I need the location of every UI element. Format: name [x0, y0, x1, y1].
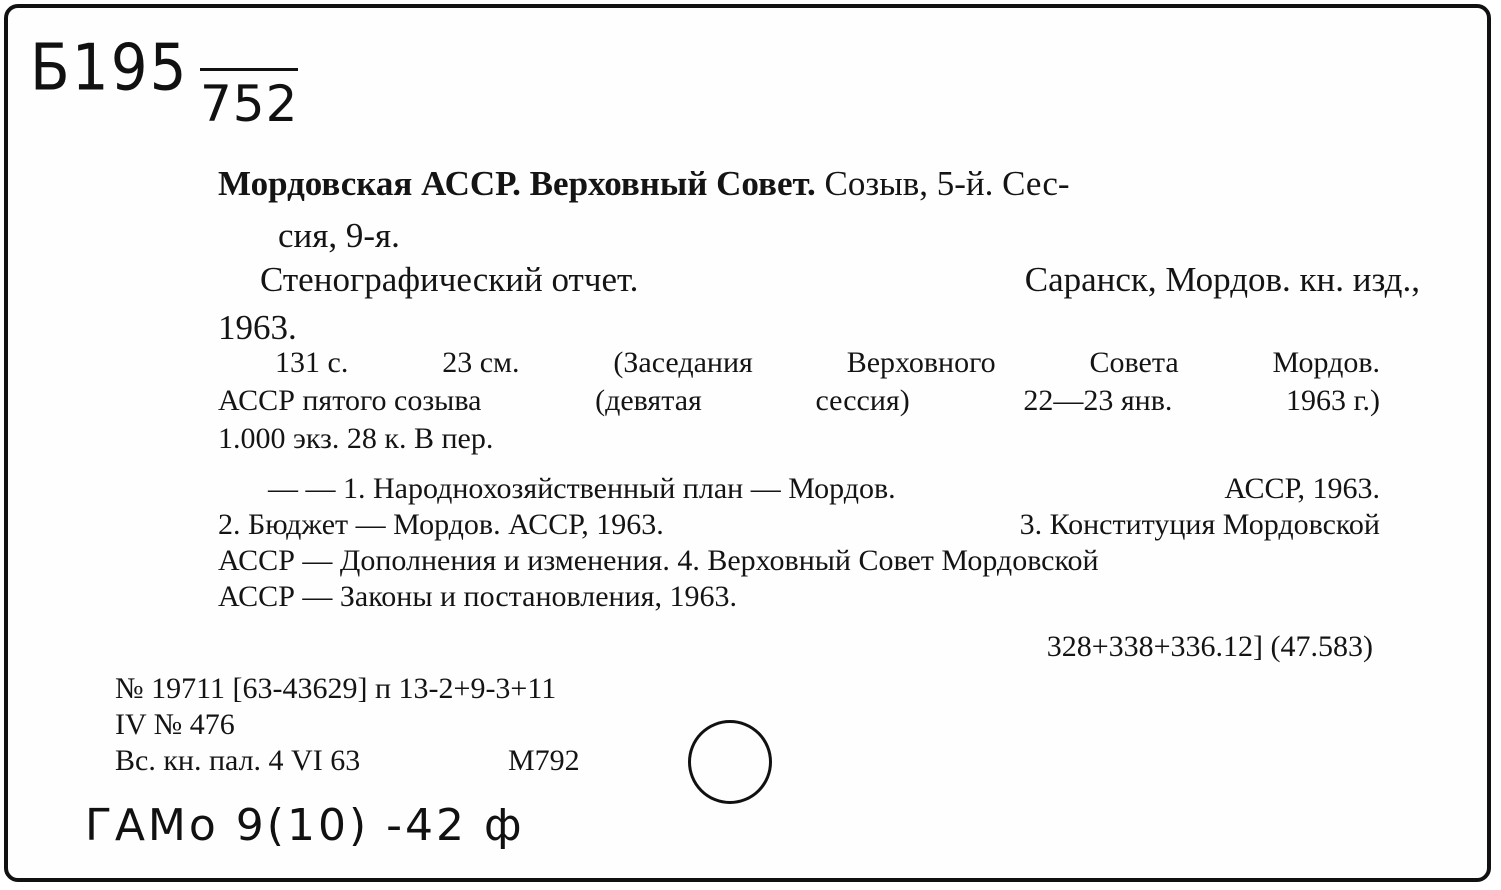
collation-note-7: сессия): [815, 384, 910, 417]
printing-line-2: IV № 476: [115, 708, 235, 741]
subjects-line-3: АССР — Дополнения и изменения. 4. Верховный Совет Мордовской: [218, 544, 1099, 577]
collation-pages: 131 с.: [275, 346, 349, 379]
collation-line-2: [218, 386, 1380, 416]
imprint: Саранск, Мордов. кн. изд.,: [1024, 260, 1420, 299]
handwritten-archive-mark: ГАМо 9(10) -42 ф: [85, 800, 525, 851]
collation-price: 1.000 экз. 28 к. В пер.: [218, 422, 494, 455]
collation-size: 23 см.: [442, 346, 520, 379]
printing-line-1: № 19711 [63-43629] п 13-2+9-3+11: [115, 672, 557, 705]
collation-note-8: 22—23 янв.: [1023, 384, 1173, 417]
collation-note-6: (девятая: [595, 384, 702, 417]
collation-line-1: [275, 348, 1380, 378]
printing-code: М792: [508, 744, 580, 777]
collation-note-3: Совета: [1089, 346, 1179, 379]
shelf-mark-sub: 752: [200, 68, 298, 133]
subjects-line-1: [268, 474, 1380, 504]
collation-note-2: Верховного: [846, 346, 996, 379]
classification-index: 328+338+336.12] (47.583): [1046, 630, 1373, 663]
heading-author-rest: Созыв, 5-й. Сес-: [815, 164, 1070, 203]
subjects-line-4: АССР — Законы и постановления, 1963.: [218, 580, 737, 613]
card-heading: [218, 166, 1070, 201]
title-imprint-line: [260, 262, 1420, 297]
subject-1-end: АССР, 1963.: [1224, 472, 1380, 505]
subject-2: 2. Бюджет — Мордов. АССР, 1963.: [218, 508, 664, 541]
printing-line-3: Вс. кн. пал. 4 VI 63: [115, 744, 361, 777]
subject-1: — — 1. Народнохозяйственный план — Мордов.: [268, 472, 896, 505]
collation-note-5: АССР пятого созыва: [218, 384, 482, 417]
collation-note-9: 1963 г.): [1286, 384, 1380, 417]
stamp-circle-icon: [688, 720, 772, 804]
subject-3: 3. Конституция Мордовской: [1019, 508, 1380, 541]
subjects-line-2: [218, 510, 1380, 540]
heading-continuation: сия, 9-я.: [278, 216, 400, 255]
collation-note-1: (Заседания: [613, 346, 753, 379]
shelf-mark-main: Б195: [30, 30, 189, 105]
heading-author: Мордовская АССР. Верховный Совет.: [218, 164, 816, 203]
imprint-year: 1963.: [218, 308, 297, 347]
collation-note-4: Мордов.: [1272, 346, 1380, 379]
book-title: Стенографический отчет.: [260, 260, 639, 299]
